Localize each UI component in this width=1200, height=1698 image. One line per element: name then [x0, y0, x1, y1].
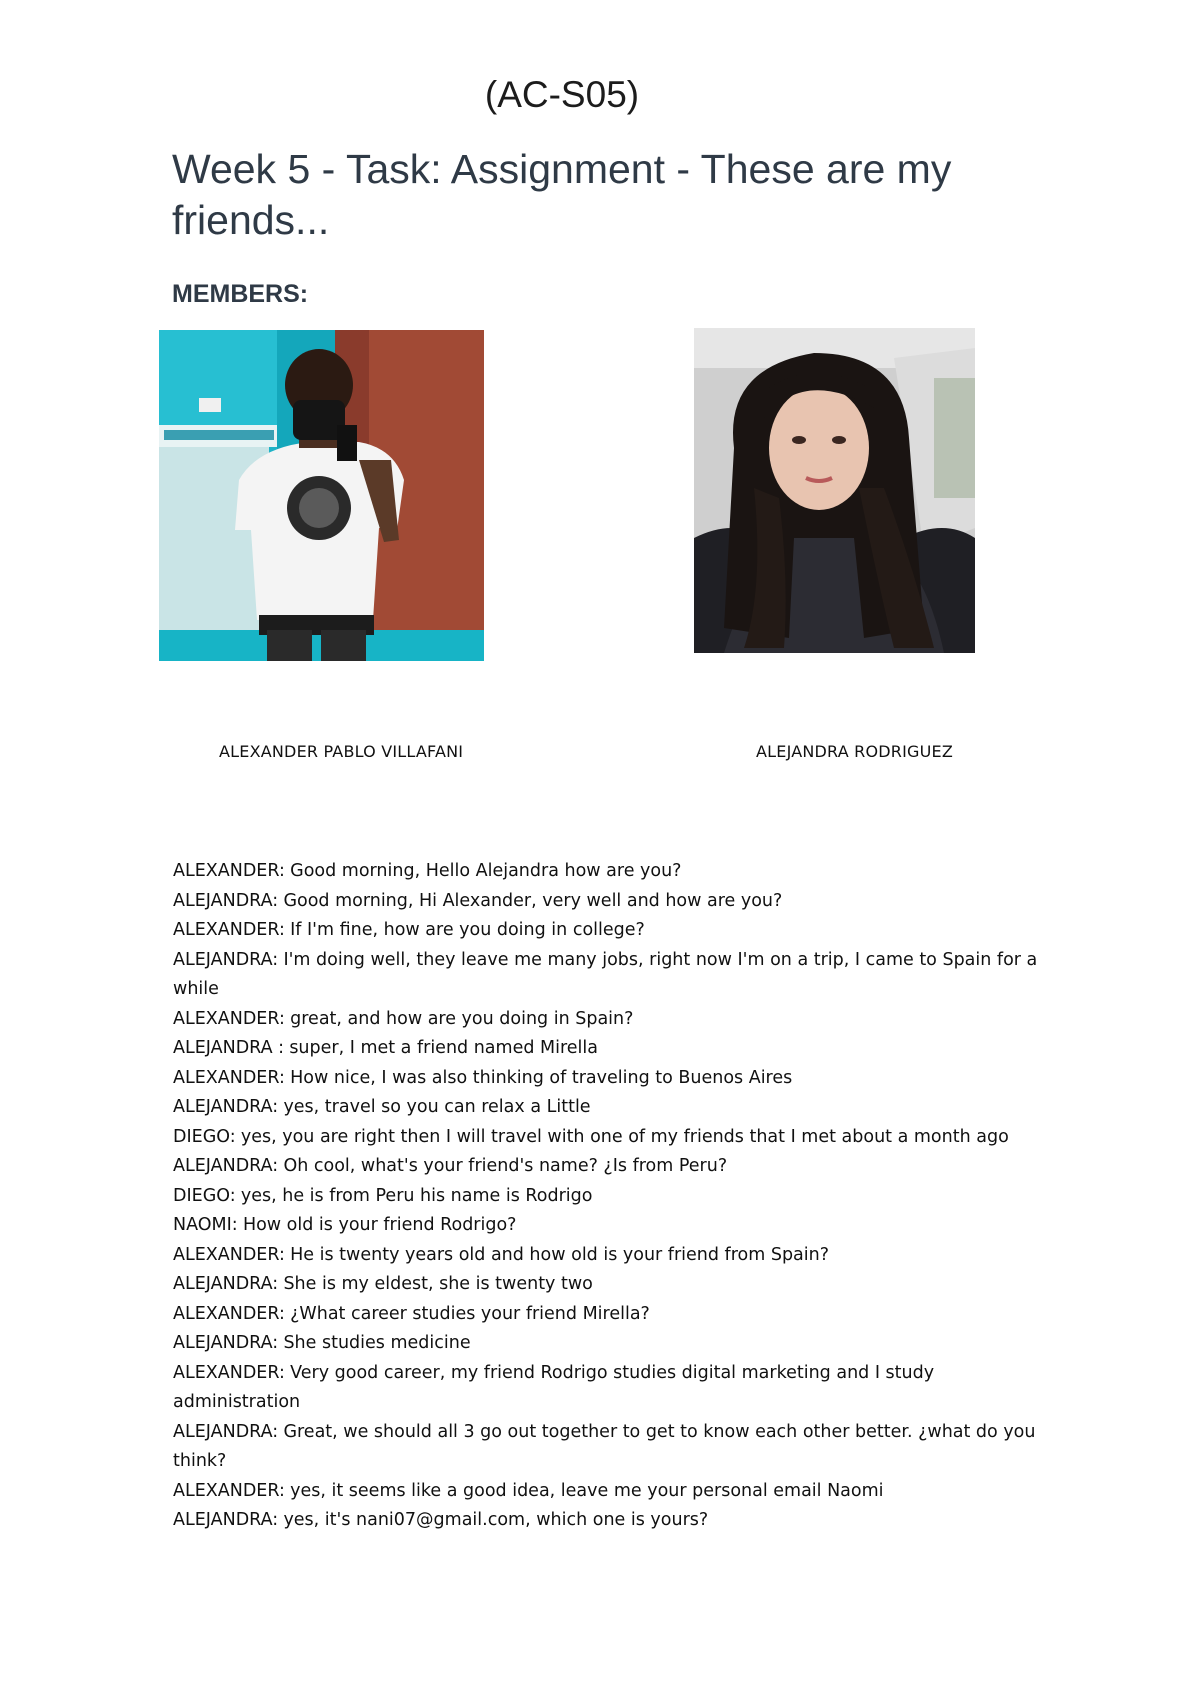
- line-text: She is my eldest, she is twenty two: [283, 1274, 593, 1294]
- dialogue-list: [173, 857, 1053, 1536]
- line-text: Good morning, Hi Alexander, very well and how are you?: [283, 890, 783, 911]
- speaker: ALEXANDER:: [173, 861, 285, 881]
- line-text: great, and how are you doing in Spain?: [290, 1008, 634, 1029]
- dialogue-line: [173, 1506, 1053, 1536]
- speaker: ALEJANDRA:: [173, 1510, 279, 1530]
- dialogue-line: [173, 1300, 1053, 1330]
- photo-alexander-illustration: [159, 330, 484, 661]
- line-text: ¿What career studies your friend Mirella?: [290, 1303, 650, 1324]
- dialogue-line: [173, 1359, 1053, 1418]
- line-text: Very good career, my friend Rodrigo studies digital marketing and I study administration: [173, 1362, 935, 1412]
- photo-alejandra-illustration: [694, 328, 975, 653]
- document-code: (AC-S05): [484, 74, 640, 115]
- dialogue-line: [173, 1418, 1053, 1477]
- line-text: If I'm fine, how are you doing in college?: [290, 920, 645, 940]
- dialogue-line: [173, 887, 1053, 917]
- dialogue-line: [173, 1064, 1053, 1094]
- speaker: NAOMI:: [173, 1215, 238, 1235]
- line-text: How nice, I was also thinking of traveling to Buenos Aires: [290, 1067, 793, 1088]
- dialogue-line: [173, 1270, 1053, 1300]
- dialogue-line: [173, 1093, 1053, 1123]
- speaker: DIEGO:: [173, 1185, 236, 1206]
- speaker: ALEXANDER:: [173, 1303, 285, 1324]
- speaker: ALEJANDRA:: [173, 890, 279, 911]
- speaker: ALEJANDRA:: [173, 1156, 279, 1176]
- line-text: yes, it seems like a good idea, leave me your personal email Naomi: [290, 1480, 884, 1501]
- line-text: yes, it's nani07@gmail.com, which one is yours?: [283, 1510, 709, 1530]
- dialogue-line: [173, 1034, 1053, 1064]
- page-title: Week 5 - Task: Assignment - These are my friends...: [172, 146, 952, 243]
- line-text: yes, travel so you can relax a Little: [283, 1097, 591, 1117]
- speaker: DIEGO:: [173, 1126, 236, 1147]
- speaker: ALEJANDRA:: [173, 949, 279, 970]
- speaker: ALEJANDRA:: [173, 1421, 279, 1442]
- line-text: Oh cool, what's your friend's name? ¿Is from Peru?: [283, 1156, 728, 1176]
- members-heading: MEMBERS:: [172, 280, 309, 308]
- dialogue-line: [173, 946, 1053, 1005]
- line-text: How old is your friend Rodrigo?: [242, 1215, 517, 1235]
- dialogue-line: [173, 1182, 1053, 1212]
- line-text: I'm doing well, they leave me many jobs, right now I'm on a trip, I came to Spain for a while: [173, 949, 1038, 999]
- dialogue-line: [173, 1477, 1053, 1507]
- dialogue-line: [173, 1005, 1053, 1035]
- line-text: She studies medicine: [283, 1333, 471, 1353]
- dialogue-line: [173, 1329, 1053, 1359]
- speaker: ALEXANDER:: [173, 1008, 285, 1029]
- dialogue-line: [173, 857, 1053, 887]
- speaker: ALEXANDER:: [173, 1362, 285, 1383]
- speaker: ALEXANDER:: [173, 1067, 285, 1088]
- speaker: ALEJANDRA:: [173, 1333, 279, 1353]
- member-name-2: ALEJANDRA RODRIGUEZ: [756, 742, 953, 761]
- dialogue-line: [173, 1123, 1053, 1153]
- dialogue-line: [173, 1152, 1053, 1182]
- line-text: yes, you are right then I will travel with one of my friends that I met about a month ago: [240, 1126, 1009, 1147]
- speaker: ALEXANDER:: [173, 920, 285, 940]
- line-text: Good morning, Hello Alejandra how are you?: [290, 861, 682, 881]
- line-text: super, I met a friend named Mirella: [289, 1038, 598, 1058]
- speaker: ALEJANDRA:: [173, 1274, 279, 1294]
- member-photo-alejandra: [694, 328, 975, 653]
- speaker: ALEJANDRA:: [173, 1097, 279, 1117]
- member-photo-alexander: [159, 330, 484, 661]
- speaker: ALEXANDER:: [173, 1480, 285, 1501]
- dialogue-line: [173, 1211, 1053, 1241]
- member-name-1: ALEXANDER PABLO VILLAFANI: [219, 742, 464, 761]
- speaker: ALEJANDRA :: [173, 1038, 285, 1058]
- dialogue-line: [173, 916, 1053, 946]
- speaker: ALEXANDER:: [173, 1244, 285, 1265]
- line-text: He is twenty years old and how old is your friend from Spain?: [290, 1244, 830, 1265]
- line-text: yes, he is from Peru his name is Rodrigo: [240, 1185, 593, 1206]
- line-text: Great, we should all 3 go out together to get to know each other better. ¿what do you think?: [173, 1421, 1036, 1471]
- dialogue-line: [173, 1241, 1053, 1271]
